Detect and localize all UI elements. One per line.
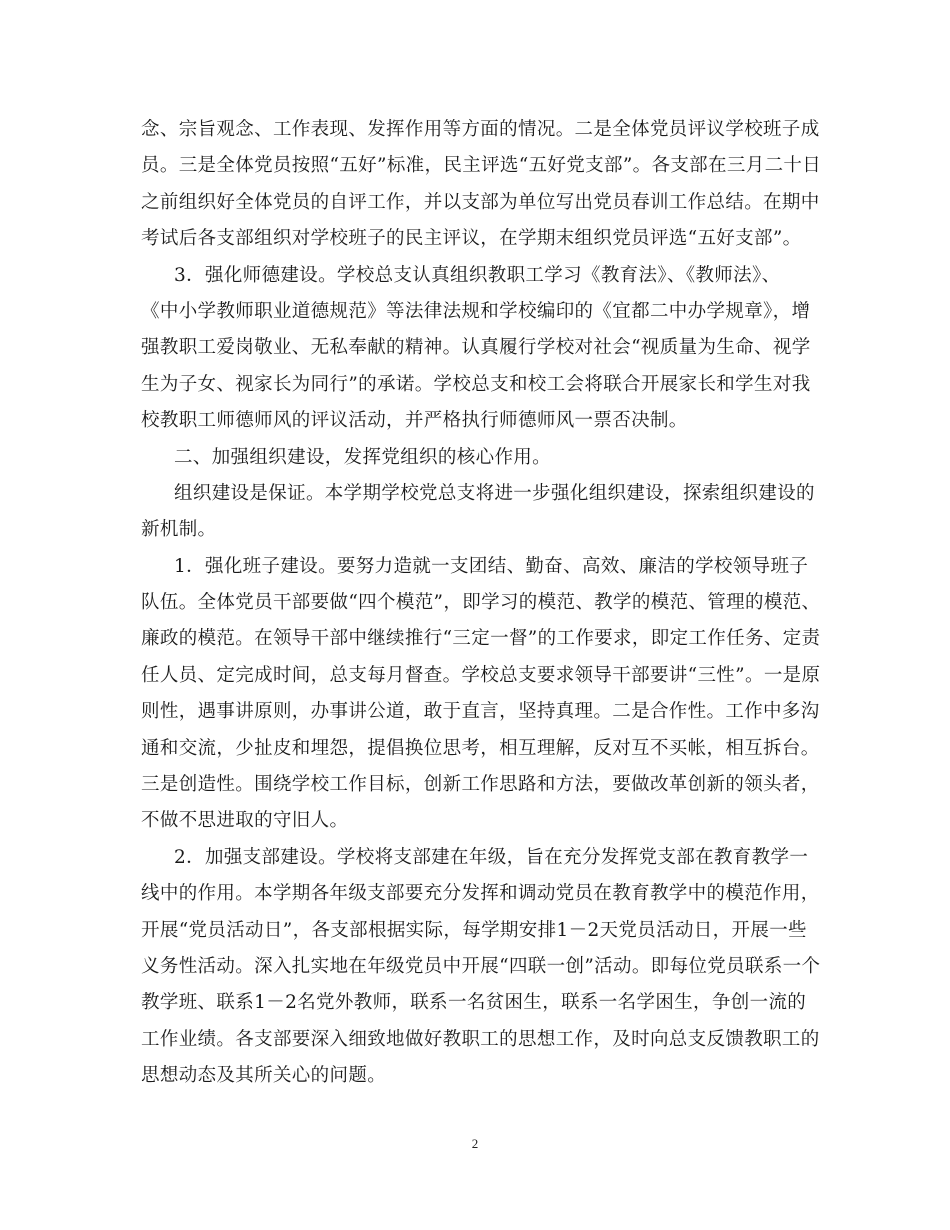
text-line: 义务性活动。深入扎实地在年级党员中开展“四联一创”活动。即每位党员联系一个 [141, 955, 821, 977]
text-line: 3．强化师德建设。学校总支认真组织教职工学习《教育法》、《教师法》、 [174, 264, 781, 286]
text-line: 念、宗旨观念、工作表现、发挥作用等方面的情况。二是全体党员评议学校班子成 [141, 119, 820, 140]
text-line: 教学班、联系1－2名党外教师，联系一名贫困生，联系一名学困生，争创一流的 [141, 992, 807, 1014]
text-line: 组织建设是保证。本学期学校党总支将进一步强化组织建设，探索组织建设的 [174, 482, 815, 504]
text-line: 之前组织好全体党员的自评工作，并以支部为单位写出党员春训工作总结。在期中 [141, 191, 820, 213]
text-line: 员。三是全体党员按照“五好”标准，民主评选“五好党支部”。各支部在三月二十日 [141, 155, 822, 177]
text-line: 二、加强组织建设，发挥党组织的核心作用。 [174, 446, 552, 468]
text-line: 通和交流，少扯皮和埋怨，提倡换位思考，相互理解，反对互不买帐，相互拆台。 [141, 737, 820, 759]
text-line: 考试后各支部组织对学校班子的民主评议，在学期末组织党员评选“五好支部”。 [141, 228, 802, 250]
text-line: 2．加强支部建设。学校将支部建在年级，旨在充分发挥党支部在教育教学一 [174, 846, 809, 868]
text-line: 廉政的模范。在领导干部中继续推行“三定一督”的工作要求，即定工作任务、定责 [141, 628, 821, 650]
text-line: 生为子女、视家长为同行”的承诺。学校总支和校工会将联合开展家长和学生对我 [141, 373, 811, 395]
text-line: 三是创造性。围绕学校工作目标，创新工作思路和方法，要做改革创新的领头者， [141, 774, 820, 796]
text-line: 队伍。全体党员干部要做“四个模范”，即学习的模范、教学的模范、管理的模范、 [141, 592, 821, 614]
page-number: 2 [471, 1136, 479, 1151]
text-line: 1．强化班子建设。要努力造就一支团结、勤奋、高效、廉洁的学校领导班子 [174, 555, 809, 577]
text-line: 《中小学教师职业道德规范》等法律法规和学校编印的《宜都二中办学规章》，增 [141, 300, 811, 322]
text-line: 则性，遇事讲原则，办事讲公道，敢于直言，坚持真理。二是合作性。工作中多沟 [141, 701, 820, 723]
text-line: 新机制。 [141, 519, 217, 541]
document-body [141, 112, 822, 1095]
text-line: 校教职工师德师风的评议活动，并严格执行师德师风一票否决制。 [141, 410, 688, 432]
text-line: 思想动态及其所关心的问题。 [141, 1065, 387, 1087]
text-line: 线中的作用。本学期各年级支部要充分发挥和调动党员在教育教学中的模范作用， [141, 883, 820, 905]
text-line: 开展“党员活动日”，各支部根据实际，每学期安排1－2天党员活动日，开展一些 [141, 919, 807, 941]
text-line: 强教职工爱岗敬业、无私奉献的精神。认真履行学校对社会“视质量为生命、视学 [141, 337, 811, 359]
text-line: 工作业绩。各支部要深入细致地做好教职工的思想工作，及时向总支反馈教职工的 [141, 1028, 820, 1050]
text-line: 任人员、定完成时间，总支每月督查。学校总支要求领导干部要讲“三性”。一是原 [141, 664, 821, 686]
text-line: 不做不思进取的守旧人。 [141, 810, 349, 832]
